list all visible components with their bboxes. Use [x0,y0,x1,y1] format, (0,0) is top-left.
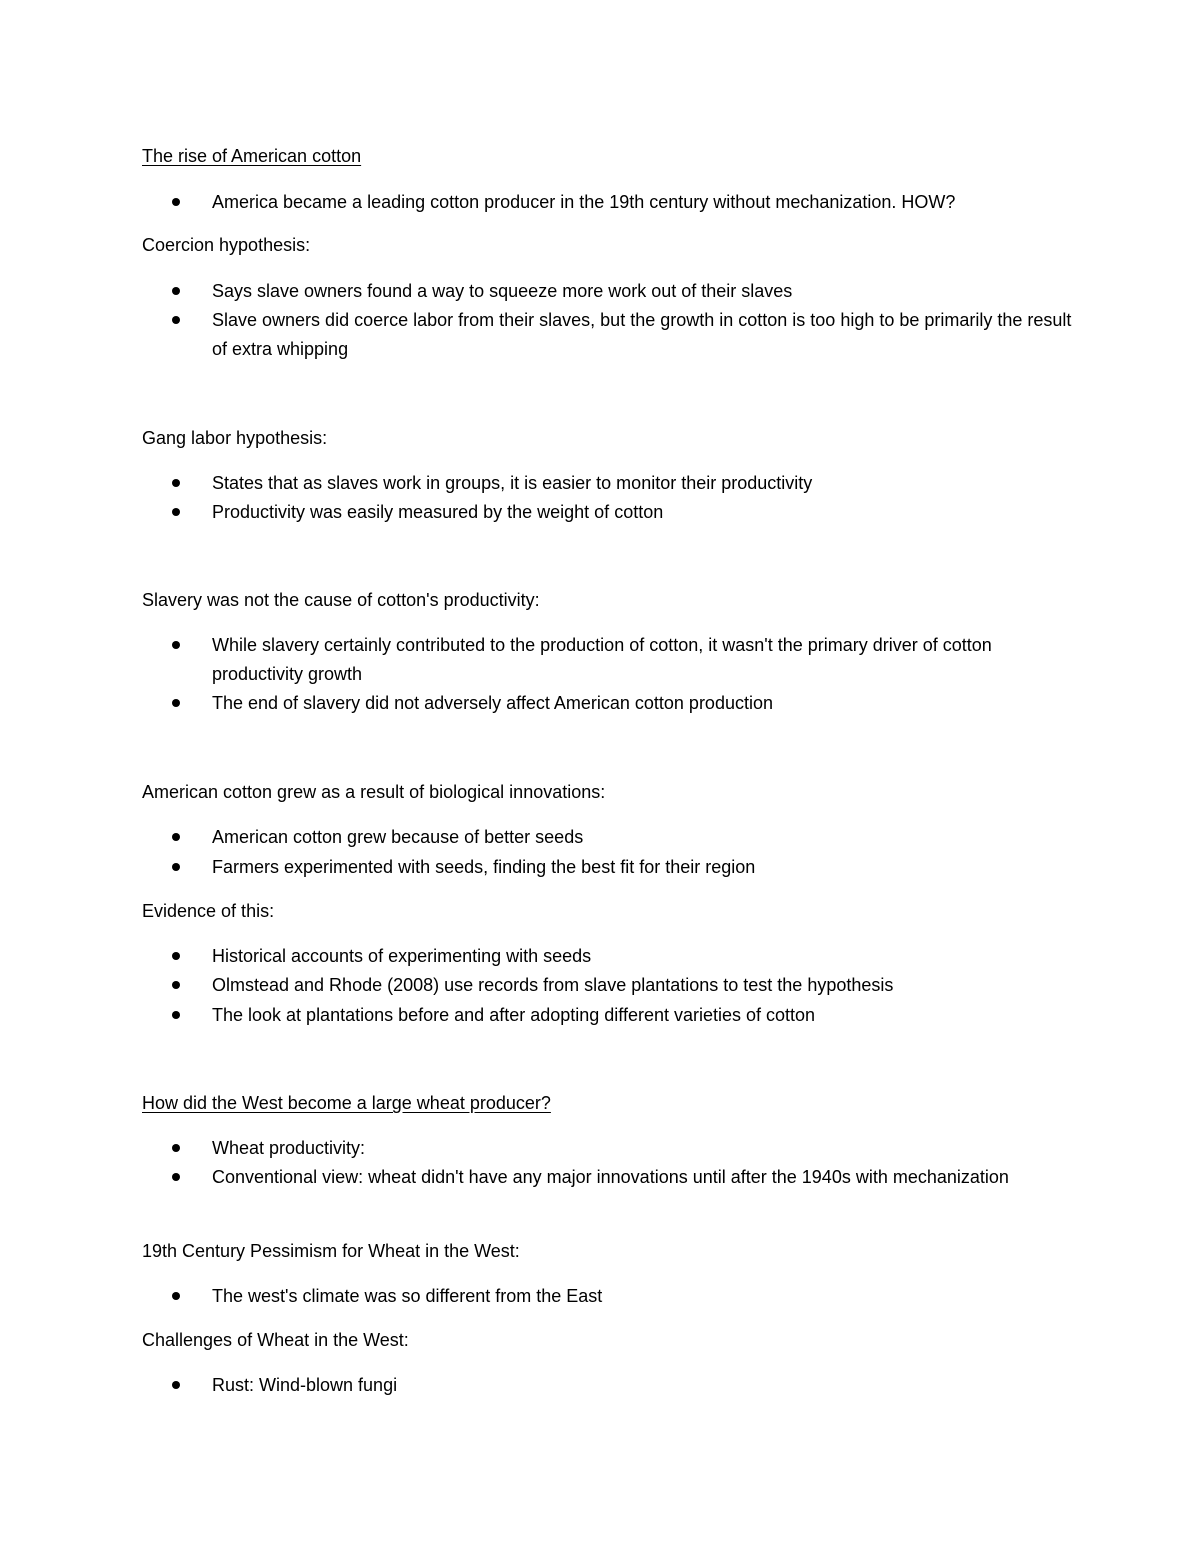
bullet-text: America became a leading cotton producer in the 19th century without mechanization. HOW? [212,192,956,212]
bullet-icon [172,853,182,881]
bullet-icon [172,631,182,659]
bullet-icon [172,823,182,851]
section-heading-west-wheat: How did the West become a large wheat producer? [142,1093,551,1113]
bullet-text: The end of slavery did not adversely affect American cotton production [212,693,773,713]
bullet-icon [172,1134,182,1162]
bullet-icon [172,306,182,334]
bullet-text: Rust: Wind-blown fungi [212,1375,398,1395]
bullet-icon [172,188,182,216]
bullet-text: Historical accounts of experimenting with seeds [212,946,592,966]
bullet-text: Productivity was easily measured by the weight of cotton [212,502,664,522]
bullet-text: Says slave owners found a way to squeeze more work out of their slaves [212,281,793,301]
bullet-text: Slave owners did coerce labor from their slaves, but the growth in cotton is too high to be primarily the result of extra whipping [212,310,1072,359]
bullet-icon [172,1282,182,1310]
bullet-text: Wheat productivity: [212,1138,366,1158]
section-heading-biological-innovations: American cotton grew as a result of biological innovations: [142,782,606,802]
bullet-text: While slavery certainly contributed to the production of cotton, it wasn't the primary driver of cotton productivity growth [212,635,992,684]
bullet-text: The west's climate was so different from the East [212,1286,603,1306]
section-heading-slavery-not-cause: Slavery was not the cause of cotton's productivity: [142,590,540,610]
bullet-icon [172,1371,182,1399]
bullet-icon [172,942,182,970]
bullet-icon [172,277,182,305]
section-heading-evidence: Evidence of this: [142,901,275,921]
bullet-icon [172,1163,182,1191]
bullet-icon [172,689,182,717]
bullet-text: American cotton grew because of better seeds [212,827,584,847]
bullet-text: Olmstead and Rhode (2008) use records from slave plantations to test the hypothesis [212,975,894,995]
bullet-icon [172,498,182,526]
bullet-icon [172,971,182,999]
bullet-text: Farmers experimented with seeds, finding the best fit for their region [212,857,756,877]
bullet-text: States that as slaves work in groups, it is easier to monitor their productivity [212,473,813,493]
section-heading-pessimism: 19th Century Pessimism for Wheat in the West: [142,1241,520,1261]
bullet-icon [172,1001,182,1029]
bullet-text: Conventional view: wheat didn't have any major innovations until after the 1940s with mechanization [212,1167,1009,1187]
section-heading-cotton-rise: The rise of American cotton [142,146,362,166]
section-heading-coercion: Coercion hypothesis: [142,235,311,255]
section-heading-challenges: Challenges of Wheat in the West: [142,1330,409,1350]
bullet-icon [172,469,182,497]
bullet-text: The look at plantations before and after adopting different varieties of cotton [212,1005,816,1025]
section-heading-gang-labor: Gang labor hypothesis: [142,428,328,448]
